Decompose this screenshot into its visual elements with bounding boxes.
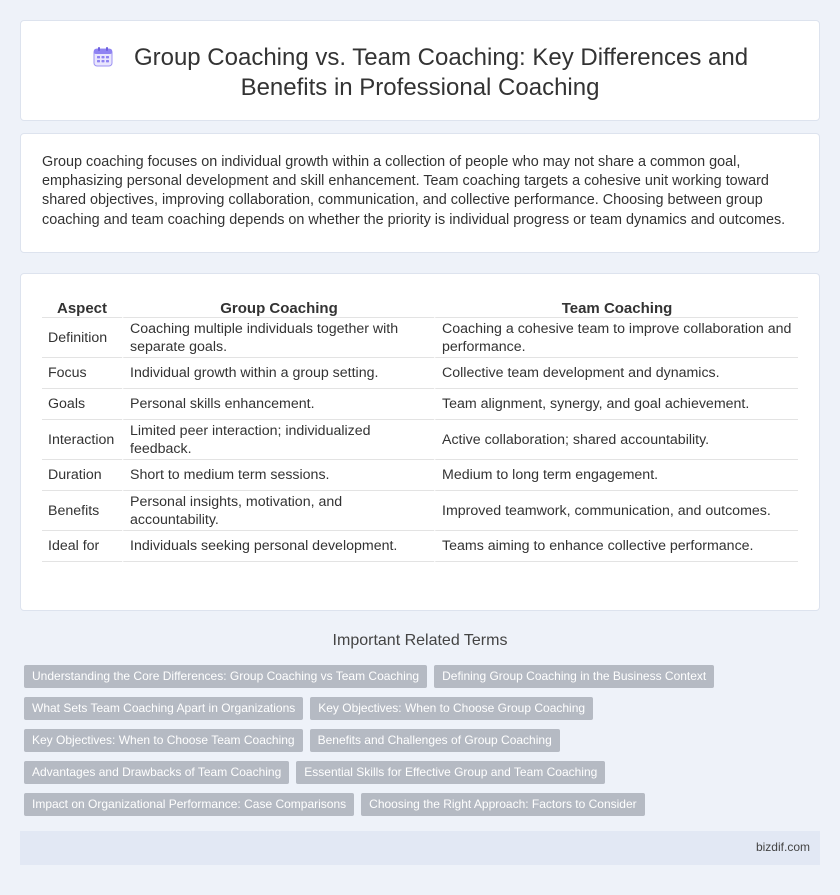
team-coaching-cell: Improved teamwork, communication, and outcomes. [434, 491, 798, 531]
related-tags-row [24, 761, 612, 784]
aspect-cell: Goals [42, 389, 122, 420]
related-term-tag[interactable]: Benefits and Challenges of Group Coaching [310, 729, 560, 752]
group-coaching-cell: Individual growth within a group setting. [122, 358, 434, 389]
team-coaching-cell: Medium to long term engagement. [434, 460, 798, 491]
group-coaching-cell: Short to medium term sessions. [122, 460, 434, 491]
comparison-table [42, 296, 798, 562]
table-row [42, 420, 798, 460]
related-term-tag[interactable]: Defining Group Coaching in the Business Context [434, 665, 714, 688]
calendar-icon [92, 46, 114, 68]
footer [20, 831, 820, 865]
team-coaching-cell: Coaching a cohesive team to improve collaboration and performance. [434, 318, 798, 358]
aspect-cell: Interaction [42, 420, 122, 460]
related-term-tag[interactable]: Key Objectives: When to Choose Group Coaching [310, 697, 593, 720]
team-coaching-cell: Team alignment, synergy, and goal achievement. [434, 389, 798, 420]
related-tags-row [24, 697, 600, 720]
related-term-tag[interactable]: What Sets Team Coaching Apart in Organizations [24, 697, 303, 720]
related-term-tag[interactable]: Essential Skills for Effective Group and Team Coaching [296, 761, 605, 784]
table-header-row [42, 296, 798, 318]
comparison-table-card [20, 273, 820, 611]
intro-paragraph: Group coaching focuses on individual growth within a collection of people who may not share a common goal, emphasizing personal development and skill enhancement. Team coaching targets a cohesive unit working toward shared objectives, improving collaboration, communication, and collective performance. Choosing between group coaching and team coaching depends on whether the priority is individual progress or team dynamics and outcomes. [42, 154, 786, 228]
group-coaching-cell: Individuals seeking personal development. [122, 531, 434, 562]
related-term-tag[interactable]: Choosing the Right Approach: Factors to Consider [361, 793, 644, 816]
header-card [20, 20, 820, 121]
aspect-cell: Definition [42, 318, 122, 358]
team-coaching-cell: Collective team development and dynamics. [434, 358, 798, 389]
intro-card [20, 133, 820, 253]
table-row [42, 318, 798, 358]
page-title: Group Coaching vs. Team Coaching: Key Differences and Benefits in Professional Coaching [133, 44, 749, 101]
footer-site-link[interactable]: bizdif.com [755, 840, 810, 854]
related-terms-heading: Important Related Terms [332, 632, 508, 649]
aspect-cell: Benefits [42, 491, 122, 531]
table-row [42, 491, 798, 531]
table-row [42, 460, 798, 491]
related-term-tag[interactable]: Advantages and Drawbacks of Team Coaching [24, 761, 289, 784]
aspect-cell: Focus [42, 358, 122, 389]
column-header-team-coaching: Team Coaching [434, 296, 798, 318]
team-coaching-cell: Active collaboration; shared accountability. [434, 420, 798, 460]
table-row [42, 531, 798, 562]
related-term-tag[interactable]: Key Objectives: When to Choose Team Coaching [24, 729, 303, 752]
group-coaching-cell: Coaching multiple individuals together with separate goals. [122, 318, 434, 358]
team-coaching-cell: Teams aiming to enhance collective performance. [434, 531, 798, 562]
related-term-tag[interactable]: Understanding the Core Differences: Group Coaching vs Team Coaching [24, 665, 427, 688]
column-header-aspect: Aspect [42, 296, 122, 318]
column-header-group-coaching: Group Coaching [122, 296, 434, 318]
group-coaching-cell: Personal skills enhancement. [122, 389, 434, 420]
aspect-cell: Duration [42, 460, 122, 491]
related-tags-row [24, 793, 652, 816]
page-title-wrap [21, 43, 819, 103]
group-coaching-cell: Personal insights, motivation, and accountability. [122, 491, 434, 531]
table-row [42, 389, 798, 420]
table-row [42, 358, 798, 389]
related-tags-row [24, 729, 567, 752]
related-tags-row [24, 665, 721, 688]
group-coaching-cell: Limited peer interaction; individualized feedback. [122, 420, 434, 460]
aspect-cell: Ideal for [42, 531, 122, 562]
related-term-tag[interactable]: Impact on Organizational Performance: Case Comparisons [24, 793, 354, 816]
